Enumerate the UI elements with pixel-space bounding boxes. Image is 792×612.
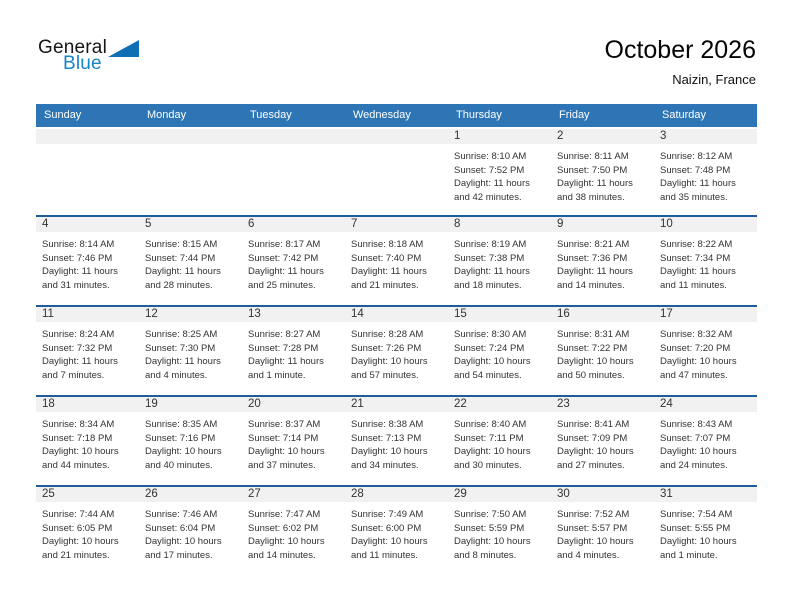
day-cell-28 xyxy=(345,487,448,570)
daylight-text-line2: and 17 minutes. xyxy=(145,549,213,561)
sunrise-text: Sunrise: 7:49 AM xyxy=(351,509,424,520)
cell-body xyxy=(448,322,551,382)
daylight-text-line2: and 4 minutes. xyxy=(557,549,620,561)
day-cell-empty xyxy=(36,129,139,215)
day-header-saturday: Saturday xyxy=(662,109,707,121)
daylight-text-line2: and 34 minutes. xyxy=(351,459,419,471)
week-row-3 xyxy=(36,305,757,395)
cell-body xyxy=(654,144,757,204)
date-number: 3 xyxy=(654,129,757,144)
daylight-text-line1: Daylight: 10 hours xyxy=(145,536,222,547)
day-cell-29 xyxy=(448,487,551,570)
sunset-text: Sunset: 5:55 PM xyxy=(660,522,731,534)
date-number: 30 xyxy=(551,487,654,502)
daylight-text-line1: Daylight: 11 hours xyxy=(454,178,530,189)
day-cell-22 xyxy=(448,397,551,485)
date-number: 11 xyxy=(36,307,139,322)
title-block xyxy=(605,36,757,87)
daylight-text-line1: Daylight: 11 hours xyxy=(660,178,736,189)
daylight-text-line1: Daylight: 10 hours xyxy=(454,536,531,547)
day-cell-31 xyxy=(654,487,757,570)
cell-body xyxy=(242,412,345,472)
sunset-text: Sunset: 7:13 PM xyxy=(351,432,422,444)
daylight-text-line1: Daylight: 11 hours xyxy=(42,356,118,367)
cell-body xyxy=(448,144,551,204)
cell-body xyxy=(36,322,139,382)
sunrise-text: Sunrise: 8:27 AM xyxy=(248,329,321,340)
sunset-text: Sunset: 6:04 PM xyxy=(145,522,216,534)
daylight-text-line2: and 31 minutes. xyxy=(42,279,110,291)
sunrise-text: Sunrise: 8:32 AM xyxy=(660,329,733,340)
daylight-text-line2: and 42 minutes. xyxy=(454,191,522,203)
daylight-text-line1: Daylight: 10 hours xyxy=(557,356,634,367)
sunrise-text: Sunrise: 8:21 AM xyxy=(557,239,630,250)
cell-body xyxy=(139,232,242,292)
daylight-text-line2: and 27 minutes. xyxy=(557,459,625,471)
sunrise-text: Sunrise: 7:52 AM xyxy=(557,509,630,520)
sunrise-text: Sunrise: 8:43 AM xyxy=(660,419,733,430)
daylight-text-line1: Daylight: 11 hours xyxy=(248,266,324,277)
day-cell-15 xyxy=(448,307,551,395)
date-number: 23 xyxy=(551,397,654,412)
date-number: 22 xyxy=(448,397,551,412)
day-cell-empty xyxy=(345,129,448,215)
daylight-text-line1: Daylight: 11 hours xyxy=(557,178,633,189)
sunset-text: Sunset: 7:28 PM xyxy=(248,342,319,354)
sunset-text: Sunset: 7:18 PM xyxy=(42,432,113,444)
sunset-text: Sunset: 7:26 PM xyxy=(351,342,422,354)
cell-body xyxy=(36,412,139,472)
cell-body xyxy=(345,412,448,472)
day-cell-empty xyxy=(242,129,345,215)
daylight-text-line2: and 14 minutes. xyxy=(248,549,316,561)
sunset-text: Sunset: 6:02 PM xyxy=(248,522,319,534)
sunset-text: Sunset: 7:24 PM xyxy=(454,342,525,354)
daylight-text-line2: and 7 minutes. xyxy=(42,369,105,381)
week-row-4 xyxy=(36,395,757,485)
sunset-text: Sunset: 7:50 PM xyxy=(557,164,628,176)
sunrise-text: Sunrise: 8:24 AM xyxy=(42,329,115,340)
sunrise-text: Sunrise: 8:19 AM xyxy=(454,239,527,250)
date-number: 7 xyxy=(345,217,448,232)
sunset-text: Sunset: 7:22 PM xyxy=(557,342,628,354)
day-cell-3 xyxy=(654,129,757,215)
cell-body xyxy=(654,322,757,382)
date-number: 31 xyxy=(654,487,757,502)
cell-body xyxy=(139,412,242,472)
day-cell-18 xyxy=(36,397,139,485)
day-cell-empty xyxy=(139,129,242,215)
sunset-text: Sunset: 6:05 PM xyxy=(42,522,113,534)
sunset-text: Sunset: 7:34 PM xyxy=(660,252,731,264)
date-number xyxy=(242,129,345,144)
day-cell-30 xyxy=(551,487,654,570)
date-number xyxy=(139,129,242,144)
daylight-text-line2: and 21 minutes. xyxy=(351,279,419,291)
daylight-text-line1: Daylight: 10 hours xyxy=(248,446,325,457)
sunset-text: Sunset: 7:42 PM xyxy=(248,252,319,264)
cell-body xyxy=(551,144,654,204)
date-number: 8 xyxy=(448,217,551,232)
sunset-text: Sunset: 7:11 PM xyxy=(454,432,524,444)
date-number: 29 xyxy=(448,487,551,502)
date-number xyxy=(345,129,448,144)
sunset-text: Sunset: 5:57 PM xyxy=(557,522,628,534)
daylight-text-line2: and 38 minutes. xyxy=(557,191,625,203)
daylight-text-line1: Daylight: 11 hours xyxy=(42,266,118,277)
sunrise-text: Sunrise: 7:50 AM xyxy=(454,509,527,520)
day-header-wednesday: Wednesday xyxy=(353,109,411,121)
cell-body xyxy=(242,144,345,150)
day-cell-10 xyxy=(654,217,757,305)
date-number: 24 xyxy=(654,397,757,412)
day-cell-27 xyxy=(242,487,345,570)
daylight-text-line1: Daylight: 11 hours xyxy=(660,266,736,277)
date-number: 4 xyxy=(36,217,139,232)
daylight-text-line1: Daylight: 10 hours xyxy=(351,446,428,457)
week-row-5 xyxy=(36,485,757,570)
day-header-sunday: Sunday xyxy=(44,109,82,121)
sunset-text: Sunset: 7:48 PM xyxy=(660,164,731,176)
day-cell-24 xyxy=(654,397,757,485)
sunrise-text: Sunrise: 8:41 AM xyxy=(557,419,630,430)
cell-body xyxy=(448,502,551,562)
daylight-text-line2: and 24 minutes. xyxy=(660,459,728,471)
daylight-text-line1: Daylight: 11 hours xyxy=(351,266,427,277)
sunset-text: Sunset: 7:30 PM xyxy=(145,342,216,354)
date-number: 25 xyxy=(36,487,139,502)
page-subtitle: Naizin, France xyxy=(672,72,756,87)
sunset-text: Sunset: 7:32 PM xyxy=(42,342,113,354)
daylight-text-line1: Daylight: 10 hours xyxy=(454,446,531,457)
cell-body xyxy=(345,322,448,382)
calendar-grid xyxy=(36,127,757,570)
cell-body xyxy=(551,412,654,472)
day-header-thursday: Thursday xyxy=(456,109,502,121)
date-number: 6 xyxy=(242,217,345,232)
sunrise-text: Sunrise: 8:11 AM xyxy=(557,151,629,162)
cell-body xyxy=(139,144,242,150)
date-number: 12 xyxy=(139,307,242,322)
date-number: 15 xyxy=(448,307,551,322)
sunset-text: Sunset: 7:20 PM xyxy=(660,342,731,354)
cell-body xyxy=(654,412,757,472)
week-row-1 xyxy=(36,127,757,215)
sunrise-text: Sunrise: 7:47 AM xyxy=(248,509,321,520)
date-number: 28 xyxy=(345,487,448,502)
day-cell-9 xyxy=(551,217,654,305)
sunset-text: Sunset: 7:14 PM xyxy=(248,432,319,444)
sunrise-text: Sunrise: 7:44 AM xyxy=(42,509,115,520)
day-cell-7 xyxy=(345,217,448,305)
daylight-text-line1: Daylight: 10 hours xyxy=(454,356,531,367)
daylight-text-line1: Daylight: 11 hours xyxy=(145,266,221,277)
date-number: 13 xyxy=(242,307,345,322)
cell-body xyxy=(345,232,448,292)
day-cell-14 xyxy=(345,307,448,395)
logo-text-blue: Blue xyxy=(63,53,102,74)
general-blue-logo xyxy=(38,38,178,73)
cell-body xyxy=(654,232,757,292)
daylight-text-line1: Daylight: 11 hours xyxy=(557,266,633,277)
daylight-text-line2: and 28 minutes. xyxy=(145,279,213,291)
date-number: 27 xyxy=(242,487,345,502)
sunset-text: Sunset: 7:36 PM xyxy=(557,252,628,264)
day-header-row xyxy=(36,104,757,127)
sunset-text: Sunset: 6:00 PM xyxy=(351,522,422,534)
cell-body xyxy=(551,232,654,292)
daylight-text-line1: Daylight: 10 hours xyxy=(351,356,428,367)
sunrise-text: Sunrise: 8:15 AM xyxy=(145,239,218,250)
day-cell-25 xyxy=(36,487,139,570)
daylight-text-line1: Daylight: 11 hours xyxy=(248,356,324,367)
sunrise-text: Sunrise: 8:30 AM xyxy=(454,329,527,340)
daylight-text-line1: Daylight: 10 hours xyxy=(248,536,325,547)
day-cell-12 xyxy=(139,307,242,395)
daylight-text-line2: and 1 minute. xyxy=(248,369,306,381)
day-header-friday: Friday xyxy=(559,109,590,121)
daylight-text-line2: and 30 minutes. xyxy=(454,459,522,471)
daylight-text-line1: Daylight: 10 hours xyxy=(557,446,634,457)
cell-body xyxy=(551,322,654,382)
sunrise-text: Sunrise: 8:28 AM xyxy=(351,329,424,340)
sunset-text: Sunset: 5:59 PM xyxy=(454,522,525,534)
daylight-text-line1: Daylight: 10 hours xyxy=(660,536,737,547)
day-cell-11 xyxy=(36,307,139,395)
date-number: 9 xyxy=(551,217,654,232)
daylight-text-line1: Daylight: 10 hours xyxy=(42,446,119,457)
sunset-text: Sunset: 7:07 PM xyxy=(660,432,731,444)
sunrise-text: Sunrise: 8:38 AM xyxy=(351,419,424,430)
day-cell-17 xyxy=(654,307,757,395)
cell-body xyxy=(242,232,345,292)
logo-text-general: General xyxy=(38,37,107,58)
sunset-text: Sunset: 7:46 PM xyxy=(42,252,113,264)
date-number: 5 xyxy=(139,217,242,232)
cell-body xyxy=(36,144,139,150)
day-cell-19 xyxy=(139,397,242,485)
daylight-text-line1: Daylight: 10 hours xyxy=(660,446,737,457)
daylight-text-line2: and 57 minutes. xyxy=(351,369,419,381)
daylight-text-line2: and 21 minutes. xyxy=(42,549,110,561)
day-cell-4 xyxy=(36,217,139,305)
daylight-text-line2: and 18 minutes. xyxy=(454,279,522,291)
daylight-text-line2: and 54 minutes. xyxy=(454,369,522,381)
sunrise-text: Sunrise: 8:37 AM xyxy=(248,419,321,430)
cell-body xyxy=(139,322,242,382)
page-title: October 2026 xyxy=(604,36,756,64)
sunset-text: Sunset: 7:52 PM xyxy=(454,164,525,176)
date-number: 16 xyxy=(551,307,654,322)
sunrise-text: Sunrise: 7:46 AM xyxy=(145,509,218,520)
sunset-text: Sunset: 7:09 PM xyxy=(557,432,628,444)
cell-body xyxy=(242,502,345,562)
day-cell-8 xyxy=(448,217,551,305)
sunrise-text: Sunrise: 8:12 AM xyxy=(660,151,733,162)
sunrise-text: Sunrise: 8:18 AM xyxy=(351,239,424,250)
day-cell-2 xyxy=(551,129,654,215)
daylight-text-line2: and 14 minutes. xyxy=(557,279,625,291)
day-cell-6 xyxy=(242,217,345,305)
cell-body xyxy=(345,144,448,150)
day-cell-5 xyxy=(139,217,242,305)
date-number: 10 xyxy=(654,217,757,232)
cell-body xyxy=(448,232,551,292)
week-row-2 xyxy=(36,215,757,305)
daylight-text-line1: Daylight: 10 hours xyxy=(145,446,222,457)
day-cell-13 xyxy=(242,307,345,395)
month-calendar xyxy=(36,104,757,570)
daylight-text-line1: Daylight: 10 hours xyxy=(351,536,428,547)
sunrise-text: Sunrise: 8:31 AM xyxy=(557,329,630,340)
sunrise-text: Sunrise: 8:14 AM xyxy=(42,239,115,250)
sunset-text: Sunset: 7:38 PM xyxy=(454,252,525,264)
day-header-monday: Monday xyxy=(147,109,187,121)
date-number: 20 xyxy=(242,397,345,412)
date-number: 14 xyxy=(345,307,448,322)
day-header-tuesday: Tuesday xyxy=(250,109,292,121)
day-cell-26 xyxy=(139,487,242,570)
sunset-text: Sunset: 7:40 PM xyxy=(351,252,422,264)
daylight-text-line1: Daylight: 10 hours xyxy=(660,356,737,367)
cell-body xyxy=(139,502,242,562)
day-cell-23 xyxy=(551,397,654,485)
cell-body xyxy=(654,502,757,562)
daylight-text-line2: and 11 minutes. xyxy=(660,279,727,291)
day-cell-20 xyxy=(242,397,345,485)
cell-body xyxy=(551,502,654,562)
daylight-text-line2: and 50 minutes. xyxy=(557,369,625,381)
date-number: 26 xyxy=(139,487,242,502)
sunrise-text: Sunrise: 8:22 AM xyxy=(660,239,733,250)
sunrise-text: Sunrise: 8:17 AM xyxy=(248,239,321,250)
date-number: 19 xyxy=(139,397,242,412)
day-cell-21 xyxy=(345,397,448,485)
sunset-text: Sunset: 7:16 PM xyxy=(145,432,216,444)
daylight-text-line2: and 1 minute. xyxy=(660,549,718,561)
sunrise-text: Sunrise: 8:40 AM xyxy=(454,419,527,430)
daylight-text-line2: and 44 minutes. xyxy=(42,459,110,471)
day-cell-1 xyxy=(448,129,551,215)
daylight-text-line1: Daylight: 10 hours xyxy=(557,536,634,547)
daylight-text-line2: and 37 minutes. xyxy=(248,459,316,471)
sunrise-text: Sunrise: 8:35 AM xyxy=(145,419,218,430)
logo-triangle-icon xyxy=(108,40,139,57)
sunrise-text: Sunrise: 8:10 AM xyxy=(454,151,527,162)
sunrise-text: Sunrise: 8:34 AM xyxy=(42,419,115,430)
cell-body xyxy=(36,502,139,562)
cell-body xyxy=(242,322,345,382)
day-cell-16 xyxy=(551,307,654,395)
daylight-text-line2: and 35 minutes. xyxy=(660,191,728,203)
date-number xyxy=(36,129,139,144)
date-number: 2 xyxy=(551,129,654,144)
date-number: 17 xyxy=(654,307,757,322)
daylight-text-line2: and 40 minutes. xyxy=(145,459,213,471)
daylight-text-line2: and 25 minutes. xyxy=(248,279,316,291)
sunrise-text: Sunrise: 7:54 AM xyxy=(660,509,733,520)
daylight-text-line1: Daylight: 11 hours xyxy=(454,266,530,277)
sunset-text: Sunset: 7:44 PM xyxy=(145,252,216,264)
daylight-text-line1: Daylight: 11 hours xyxy=(145,356,221,367)
daylight-text-line1: Daylight: 10 hours xyxy=(42,536,119,547)
daylight-text-line2: and 47 minutes. xyxy=(660,369,728,381)
cell-body xyxy=(36,232,139,292)
cell-body xyxy=(448,412,551,472)
daylight-text-line2: and 4 minutes. xyxy=(145,369,208,381)
date-number: 21 xyxy=(345,397,448,412)
daylight-text-line2: and 8 minutes. xyxy=(454,549,517,561)
daylight-text-line2: and 11 minutes. xyxy=(351,549,418,561)
date-number: 1 xyxy=(448,129,551,144)
cell-body xyxy=(345,502,448,562)
date-number: 18 xyxy=(36,397,139,412)
sunrise-text: Sunrise: 8:25 AM xyxy=(145,329,218,340)
